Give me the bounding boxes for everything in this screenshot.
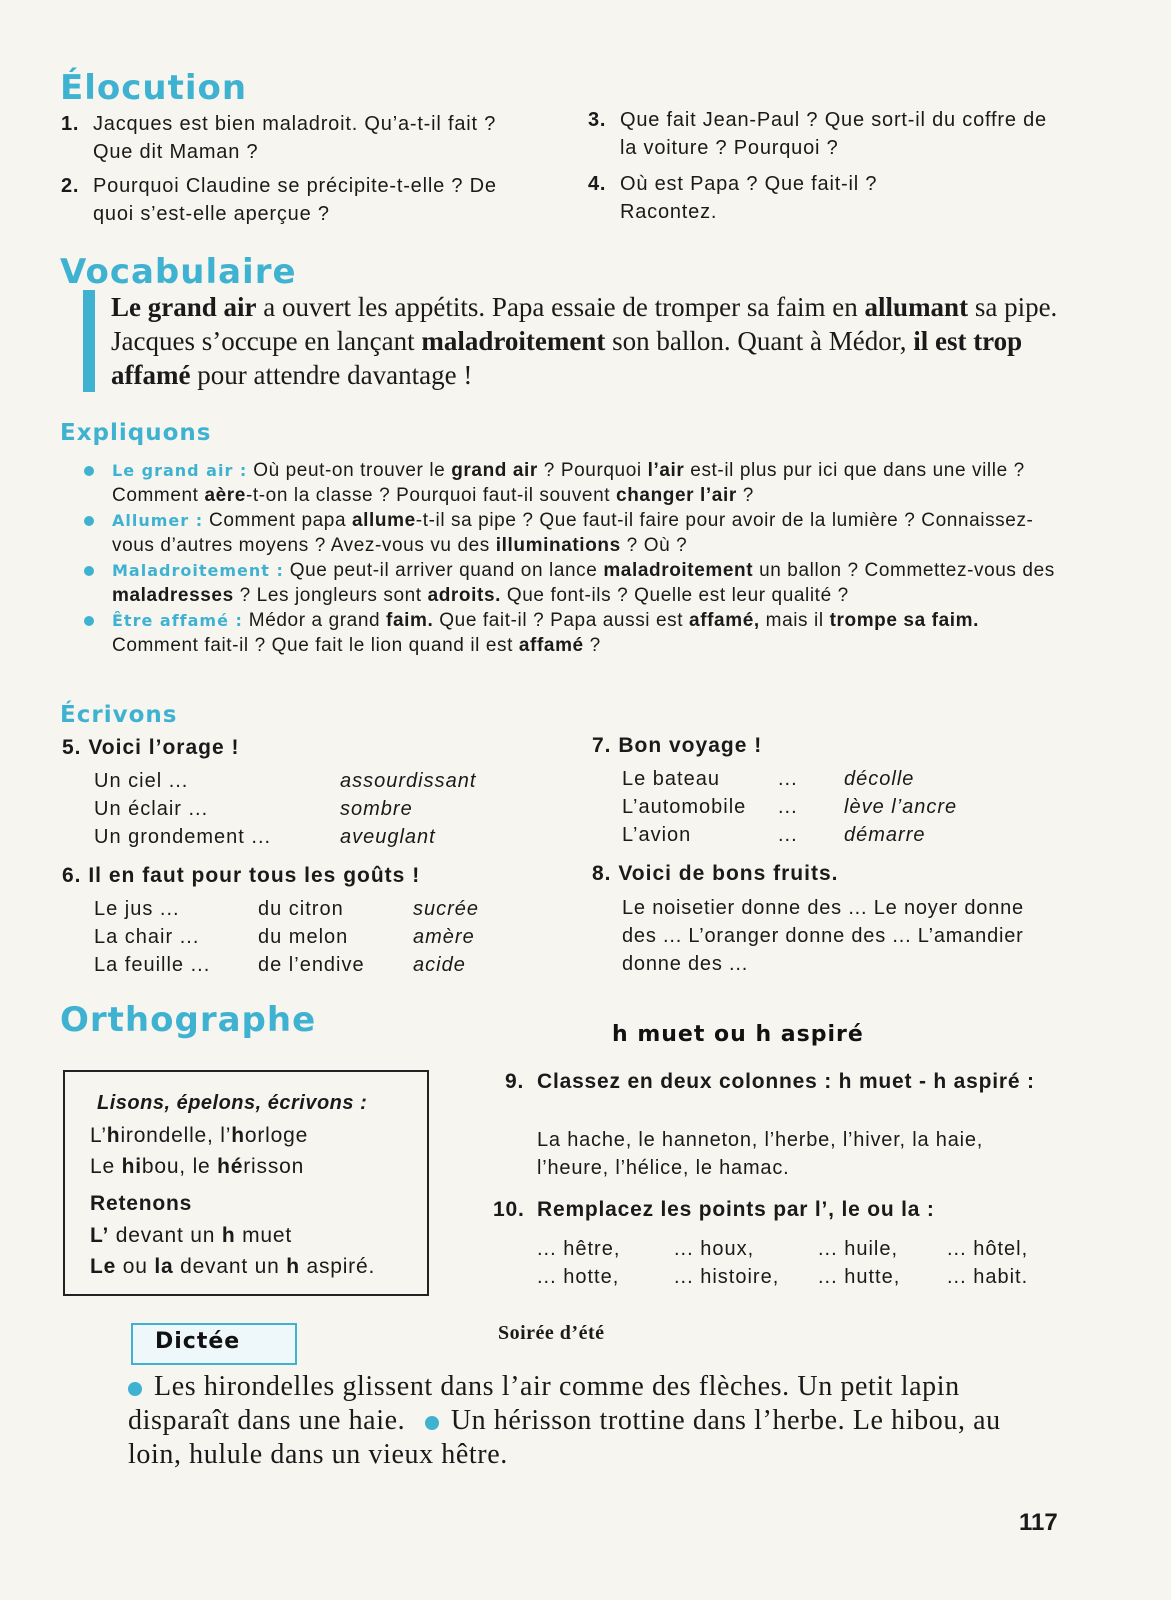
- exercise-9-title: 9. Classez en deux colonnes : h muet - h aspiré :: [505, 1070, 1035, 1093]
- explain-item-allumer: Allumer : Comment papa allume-t-il sa pipe ? Que faut-il faire pour avoir de la lumière ? Connaissez-vous d’autres moyens ? Avez-vous vu des illuminations ? Où ?: [80, 508, 1070, 558]
- rule-line-1: L’ devant un h muet: [90, 1224, 292, 1247]
- exercise-5-row: Un grondement ...: [94, 826, 272, 848]
- exercise-6-row: La feuille ...: [94, 954, 211, 976]
- exercise-10-item: ... habit.: [947, 1266, 1029, 1288]
- rule-box-title: Lisons, épelons, écrivons :: [97, 1092, 368, 1114]
- exercise-6-row: de l’endive: [258, 954, 365, 976]
- exercise-10-item: ... hôtel,: [947, 1238, 1029, 1260]
- dictee-label: Dictée: [155, 1329, 241, 1354]
- exercise-7-row: L’automobile: [622, 796, 747, 818]
- exercise-10-item: ... hêtre,: [537, 1238, 621, 1260]
- exercise-6-row: du melon: [258, 926, 349, 948]
- question-2: 2. Pourquoi Claudine se précipite-t-elle ? De quoi s’est-elle aperçue ?: [61, 175, 497, 225]
- exercise-5-word: aveuglant: [340, 826, 436, 848]
- exercise-10-item: ... huile,: [818, 1238, 899, 1260]
- bullet-icon: [84, 566, 94, 576]
- rule-example-1: L’hirondelle, l’horloge: [90, 1124, 309, 1147]
- exercise-10-item: ... houx,: [674, 1238, 755, 1260]
- exercise-7-dots: ...: [778, 768, 798, 790]
- explain-item-affame: Être affamé : Médor a grand faim. Que fait-il ? Papa aussi est affamé, mais il trompe sa faim. Comment fait-il ? Que fait le lion quand il est affamé ?: [80, 608, 1070, 658]
- page-number: 117: [1019, 1509, 1058, 1536]
- exercise-10-item: ... histoire,: [674, 1266, 780, 1288]
- exercise-9-text: La hache, le hanneton, l’herbe, l’hiver, la haie, l’heure, l’hélice, le hamac.: [537, 1129, 984, 1179]
- dictee-label-box: [131, 1323, 297, 1365]
- vocabulary-paragraph: Le grand air a ouvert les appétits. Papa essaie de tromper sa faim en allumant sa pipe. Jacques s’occupe en lançant maladroitement son ballon. Quant à Médor, il est trop affamé pour attendre davantage !: [83, 290, 1101, 392]
- exercise-10-item: ... hutte,: [818, 1266, 901, 1288]
- question-4: 4. Où est Papa ? Que fait-il ? Racontez.: [588, 173, 878, 223]
- exercise-8-text: Le noisetier donne des ... Le noyer donne des ... L’oranger donne des ... L’amandier donne des ...: [622, 897, 1024, 975]
- exercise-10-title: 10. Remplacez les points par l’, le ou la :: [493, 1198, 935, 1221]
- explain-item-maladroitement: Maladroitement : Que peut-il arriver quand on lance maladroitement un ballon ? Commettez-vous des maladresses ? Les jongleurs sont adroits. Que font-ils ? Quelle est leur qualité ?: [80, 558, 1070, 608]
- exercise-6-title: 6. Il en faut pour tous les goûts !: [62, 864, 421, 887]
- exercise-5-title: 5. Voici l’orage !: [62, 736, 240, 759]
- exercise-7-word: décolle: [844, 768, 915, 790]
- section-title-orthographe: Orthographe: [60, 1000, 317, 1040]
- exercise-5-row: Un ciel ...: [94, 770, 189, 792]
- exercise-7-word: lève l’ancre: [844, 796, 958, 818]
- exercise-7-dots: ...: [778, 796, 798, 818]
- bullet-icon: [84, 616, 94, 626]
- bullet-icon: [84, 516, 94, 526]
- exercise-7-dots: ...: [778, 824, 798, 846]
- dictee-text: Les hirondelles glissent dans l’air comme des flèches. Un petit lapin disparaît dans une haie. Un hérisson trottine dans l’herbe. Le hibou, au loin, hulule dans un vieux hêtre.: [128, 1371, 1001, 1470]
- exercise-6-row: du citron: [258, 898, 344, 920]
- exercise-6-word: acide: [413, 954, 466, 976]
- explain-list: [80, 458, 1070, 658]
- exercise-7-row: L’avion: [622, 824, 692, 846]
- exercise-10-item: ... hotte,: [537, 1266, 620, 1288]
- dictee-title: Soirée d’été: [498, 1322, 605, 1344]
- exercise-7-word: démarre: [844, 824, 926, 846]
- exercise-5-row: Un éclair ...: [94, 798, 209, 820]
- rule-line-2: Le ou la devant un h aspiré.: [90, 1255, 376, 1278]
- bullet-icon: [84, 466, 94, 476]
- rule-example-2: Le hibou, le hérisson: [90, 1155, 305, 1178]
- bullet-icon: [128, 1382, 142, 1396]
- exercise-6-row: Le jus ...: [94, 898, 180, 920]
- section-title-expliquons: Expliquons: [60, 420, 212, 446]
- exercise-6-word: sucrée: [413, 898, 480, 920]
- section-title-elocution: Élocution: [60, 68, 248, 108]
- exercise-5-word: sombre: [340, 798, 413, 820]
- orthographe-subtitle: h muet ou h aspiré: [612, 1022, 864, 1047]
- exercise-6-row: La chair ...: [94, 926, 200, 948]
- exercise-8-title: 8. Voici de bons fruits.: [592, 862, 839, 885]
- section-title-vocabulaire: Vocabulaire: [60, 252, 297, 292]
- retenons-label: Retenons: [90, 1192, 193, 1215]
- explain-item-grand-air: Le grand air : Où peut-on trouver le grand air ? Pourquoi l’air est-il plus pur ici que dans une ville ? Comment aère-t-on la classe ? Pourquoi faut-il souvent changer l’air ?: [80, 458, 1070, 508]
- exercise-7-row: Le bateau: [622, 768, 720, 790]
- question-1: 1. Jacques est bien maladroit. Qu’a-t-il fait ? Que dit Maman ?: [61, 113, 497, 163]
- exercise-5-word: assourdissant: [340, 770, 477, 792]
- exercise-6-word: amère: [413, 926, 475, 948]
- section-title-ecrivons: Écrivons: [60, 702, 178, 728]
- exercise-7-title: 7. Bon voyage !: [592, 734, 763, 757]
- bullet-icon: [425, 1416, 439, 1430]
- rule-box: [63, 1070, 429, 1296]
- question-3: 3. Que fait Jean-Paul ? Que sort-il du coffre de la voiture ? Pourquoi ?: [588, 109, 1047, 159]
